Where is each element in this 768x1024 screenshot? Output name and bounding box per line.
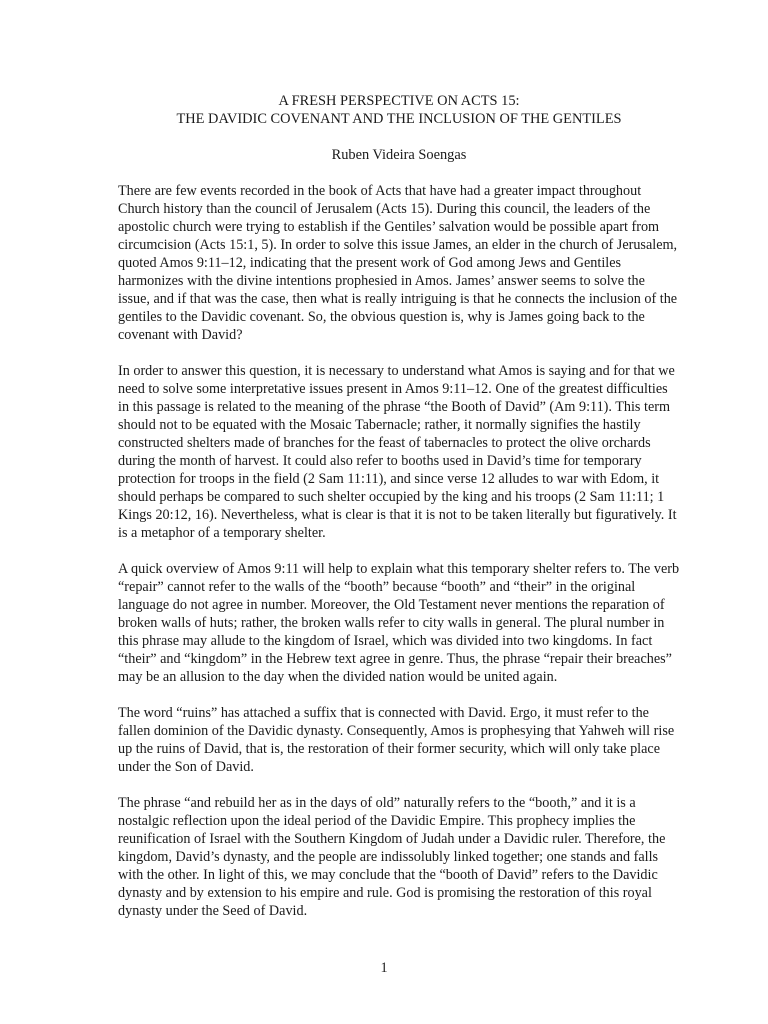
paragraph-5: The phrase “and rebuild her as in the days of old” naturally refers to the “booth,” and it is a nostalgic reflection upon the ideal period of the Davidic Empire. This prophecy implies the reunification of Israel with the Southern Kingdom of Judah under a Davidic ruler. Therefore, the kingdom, David’s dynasty, and the people are indissolubly linked together; one stands and falls with the other. In light of this, we may conclude that the “booth of David” refers to the Davidic dynasty and by extension to his empire and rule. God is promising the restoration of this royal dynasty under the Seed of David. [118, 795, 666, 919]
document-page [118, 92, 680, 920]
paragraph-1: There are few events recorded in the book of Acts that have had a greater impact throughout Church history than the council of Jerusalem (Acts 15). During this council, the leaders of the apostolic church were trying to establish if the Gentiles’ salvation would be possible apart from circumcision (Acts 15:1, 5). In order to solve this issue James, an elder in the church of Jerusalem, quoted Amos 9:11–12, indicating that the present work of God among Jews and Gentiles harmonizes with the divine intentions prophesied in Amos. James’ answer seems to solve the issue, and if that was the case, then what is really intriguing is that he connects the inclusion of the gentiles to the Davidic covenant. So, the obvious question is, why is James going back to the covenant with David? [118, 183, 678, 343]
paragraph-3: A quick overview of Amos 9:11 will help to explain what this temporary shelter refers to. The verb “repair” cannot refer to the walls of the “booth” because “booth” and “their” in the original language do not agree in number. Moreover, the Old Testament never mentions the reparation of broken walls of huts; rather, the broken walls refer to city walls in general. The plural number in this phrase may allude to the kingdom of Israel, which was divided into two kingdoms. In fact “their” and “kingdom” in the Hebrew text agree in genre. Thus, the phrase “repair their breaches” may be an allusion to the day when the divided nation would be united again. [118, 561, 680, 685]
document-title-line-1: A FRESH PERSPECTIVE ON ACTS 15: [278, 93, 520, 109]
paragraph-4: The word “ruins” has attached a suffix that is connected with David. Ergo, it must refer to the fallen dominion of the Davidic dynasty. Consequently, Amos is prophesying that Yahweh will rise up the ruins of David, that is, the restoration of their former security, which will only take place under the Son of David. [118, 705, 675, 775]
paragraph-2: In order to answer this question, it is necessary to understand what Amos is saying and for that we need to solve some interpretative issues present in Amos 9:11–12. One of the greatest difficulties in this passage is related to the meaning of the phrase “the Booth of David” (Am 9:11). This term should not to be equated with the Mosaic Tabernacle; rather, it normally signifies the hastily constructed shelters made of branches for the feast of tabernacles to protect the olive orchards during the month of harvest. It could also refer to booths used in David’s time for temporary protection for troops in the field (2 Sam 11:11), and since verse 12 alludes to war with Edom, it should perhaps be compared to such shelter occupied by the king and his troops (2 Sam 11:11; 1 Kings 20:12, 16). Nevertheless, what is clear is that it is not to be taken literally but figuratively. It is a metaphor of a temporary shelter. [118, 363, 677, 541]
document-author: Ruben Videira Soengas [331, 147, 467, 163]
document-title-line-2: THE DAVIDIC COVENANT AND THE INCLUSION OF THE GENTILES [176, 111, 622, 127]
page-number: 1 [380, 960, 388, 976]
